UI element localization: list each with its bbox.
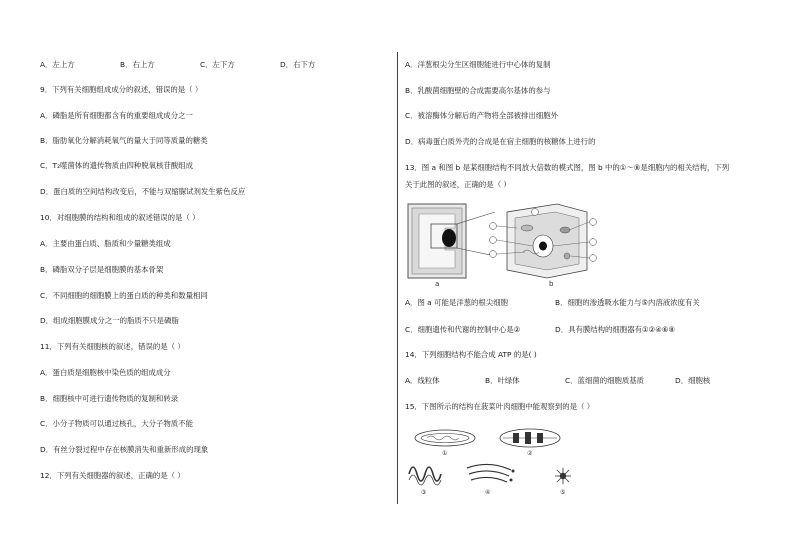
q11-option-d: D．有丝分裂过程中存在核膜消失和重新形成的现象 xyxy=(40,445,209,454)
q13-options-row2 xyxy=(405,325,675,335)
q8-option-b: B．右上方 xyxy=(120,60,155,69)
q9-option-d: D．蛋白质的空间结构改变后，不能与双缩脲试剂发生紫色反应 xyxy=(40,187,246,196)
q15-structure-4 xyxy=(467,464,515,482)
q10-option-a: A．主要由蛋白质、脂质和少量糖类组成 xyxy=(40,239,171,248)
q10-option-c: C．不同细胞的细胞膜上的蛋白质的种类和数量相同 xyxy=(40,291,208,300)
q15-structure-5 xyxy=(555,468,571,484)
q12-option-d: D．病毒蛋白质外壳的合成是在宿主细胞的核糖体上进行的 xyxy=(405,137,596,146)
q9-stem: 9．下列有关细胞组成成分的叙述，错误的是（ ） xyxy=(40,85,203,94)
q12-option-c: C．被溶酶体分解后的产物将全部被排出细胞外 xyxy=(405,111,558,120)
q13-figure-a-label: a xyxy=(435,280,440,288)
q13-option-d: D．具有膜结构的细胞器有①②④⑥⑧ xyxy=(555,325,676,334)
q12-option-b: B．乳酸菌细胞壁的合成需要高尔基体的参与 xyxy=(405,86,551,95)
q15-label-5: ⑤ xyxy=(560,489,566,496)
q9-option-c: C．T₂噬菌体的遗传物质由四种脱氧核苷酸组成 xyxy=(40,161,194,170)
q15-label-2: ② xyxy=(527,450,533,457)
q15-structure-1 xyxy=(415,430,475,446)
q13-option-a: A．图 a 可能是洋葱的根尖细胞 xyxy=(405,298,508,307)
q10-stem: 10．对细胞膜的结构和组成的叙述错误的是（ ） xyxy=(40,213,200,222)
column-divider xyxy=(397,52,398,504)
q15-structure-2 xyxy=(500,429,560,447)
q11-option-a: A．蛋白质是细胞核中染色质的组成成分 xyxy=(40,368,171,377)
q13-stem-line2: 关于此图的叙述，正确的是（ ） xyxy=(405,180,511,189)
q8-option-c: C．左下方 xyxy=(200,60,235,69)
q14-stem: 14．下列细胞结构不能合成 ATP 的是( ) xyxy=(405,350,537,359)
q14-option-a: A．线粒体 xyxy=(405,376,440,385)
q10-option-b: B．磷脂双分子层是细胞膜的基本骨架 xyxy=(40,265,164,274)
q15-figure xyxy=(405,424,585,500)
q10-option-d: D．组成细胞膜成分之一的脂质不只是磷脂 xyxy=(40,316,179,325)
q15-label-1: ① xyxy=(442,450,448,457)
q12-stem: 12．下列有关细胞器的叙述，正确的是（ ） xyxy=(40,471,185,480)
q13-option-c: C．细胞遗传和代谢的控制中心是② xyxy=(405,325,521,334)
q9-option-b: B．脂肪氧化分解消耗氧气的量大于同等质量的糖类 xyxy=(40,136,208,145)
q13-options-row1 xyxy=(405,298,700,308)
q13-option-b: B．细胞的渗透吸水能力与⑤内溶液浓度有关 xyxy=(555,298,700,307)
q11-stem: 11．下列有关细胞核的叙述，错误的是（ ） xyxy=(40,342,185,351)
q13-stem-line1: 13．图 a 和图 b 是某细胞结构不同放大倍数的模式图，图 b 中的①～⑧是细胞内的相关结构，下列 xyxy=(405,163,730,172)
q14-options xyxy=(405,376,735,386)
q15-label-4: ④ xyxy=(485,489,491,496)
q14-option-d: D．细胞核 xyxy=(675,376,711,385)
q8-option-d: D．右下方 xyxy=(280,60,316,69)
q9-option-a: A．磷脂是所有细胞都含有的重要组成成分之一 xyxy=(40,111,193,120)
q13-figure-b xyxy=(487,200,597,288)
q11-option-b: B．细胞核中可进行遗传物质的复制和转录 xyxy=(40,394,179,403)
q15-stem: 15．下图所示的结构在菠菜叶肉细胞中能观察到的是（ ） xyxy=(405,402,595,411)
q11-option-c: C．小分子物质可以通过核孔，大分子物质不能 xyxy=(40,419,193,428)
q14-option-b: B．叶绿体 xyxy=(485,376,520,385)
q8-options xyxy=(40,60,360,70)
q14-option-c: C．蓝细菌的细胞质基质 xyxy=(565,376,645,385)
q12-option-a: A．洋葱根尖分生区细胞能进行中心体的复制 xyxy=(405,60,551,69)
q15-structure-3 xyxy=(409,467,441,485)
q15-label-3: ③ xyxy=(421,489,427,496)
q13-figure-b-label: b xyxy=(549,280,554,288)
q8-option-a: A．左上方 xyxy=(40,60,75,69)
